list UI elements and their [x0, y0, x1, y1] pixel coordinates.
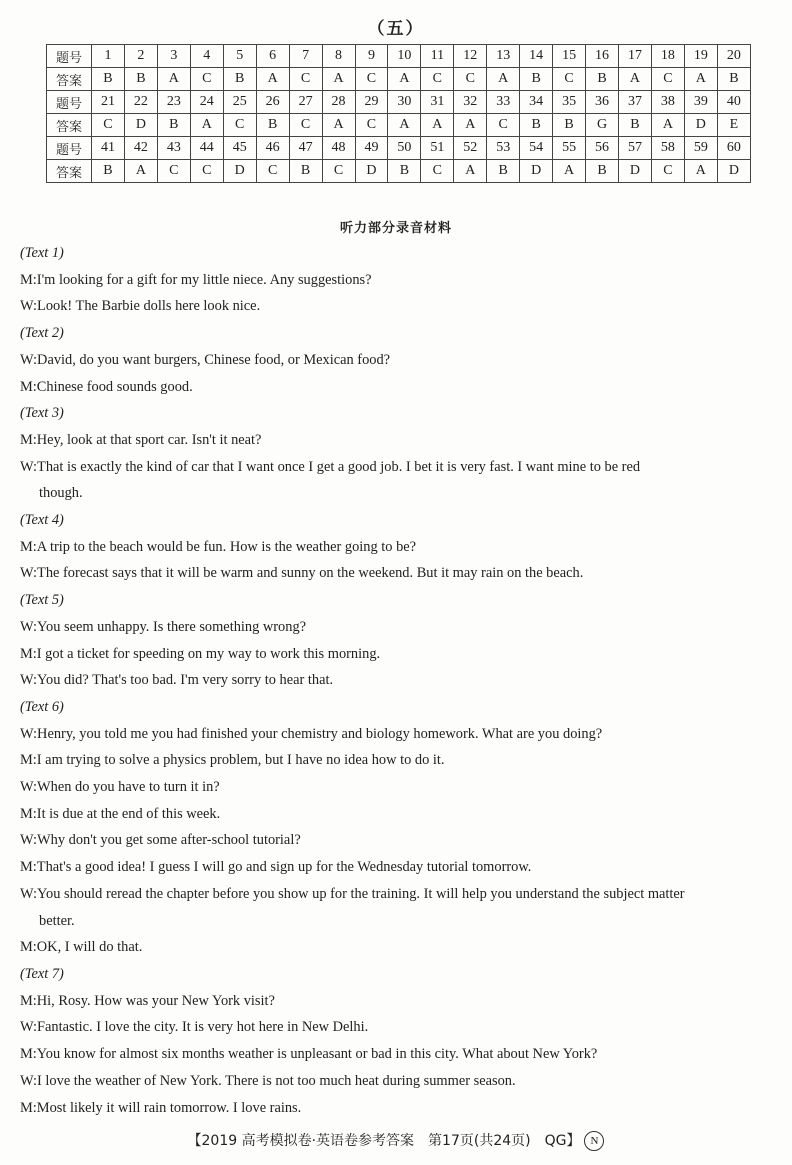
answer-cell: A [454, 160, 487, 183]
line-text: (Text 5) [20, 592, 64, 609]
answer-cell: B [586, 68, 619, 91]
question-number-cell: 37 [619, 91, 652, 114]
question-number-cell: 11 [421, 45, 454, 68]
answer-cell: A [322, 68, 355, 91]
line-text: W:Look! The Barbie dolls here look nice. [20, 298, 261, 315]
question-number-cell: 28 [322, 91, 355, 114]
question-number-cell: 5 [223, 45, 256, 68]
text-label [20, 400, 776, 427]
question-number-cell: 13 [487, 45, 520, 68]
answer-cell: A [684, 160, 717, 183]
question-number-cell: 14 [520, 45, 553, 68]
table-row [47, 137, 751, 160]
question-number-cell: 46 [256, 137, 289, 160]
line-text: W:David, do you want burgers, Chinese food, or Mexican food? [20, 351, 391, 368]
answer-cell: B [124, 68, 157, 91]
answer-cell: B [388, 160, 421, 183]
question-number-cell: 3 [157, 45, 190, 68]
dialogue-line [20, 427, 776, 454]
dialogue-line [20, 827, 776, 854]
row-header: 答案 [47, 68, 92, 91]
question-number-cell: 21 [92, 91, 125, 114]
question-number-cell: 34 [520, 91, 553, 114]
answer-cell: C [651, 160, 684, 183]
question-number-cell: 49 [355, 137, 388, 160]
answer-cell: B [586, 160, 619, 183]
answer-cell: C [289, 114, 322, 137]
answer-cell: B [520, 114, 553, 137]
answer-cell: C [289, 68, 322, 91]
line-text: W:When do you have to turn it in? [20, 779, 220, 796]
answer-cell: D [684, 114, 717, 137]
line-text: W:Why don't you get some after-school tutorial? [20, 832, 301, 849]
line-continuation: though. [39, 485, 83, 502]
row-header: 题号 [47, 91, 92, 114]
dialogue-line [20, 854, 776, 881]
question-number-cell: 59 [684, 137, 717, 160]
line-text: M:Chinese food sounds good. [20, 378, 193, 395]
question-number-cell: 45 [223, 137, 256, 160]
question-number-cell: 48 [322, 137, 355, 160]
answer-cell: A [157, 68, 190, 91]
question-number-cell: 29 [355, 91, 388, 114]
line-text: (Text 2) [20, 325, 64, 342]
answer-cell: A [487, 68, 520, 91]
table-row [47, 45, 751, 68]
question-number-cell: 2 [124, 45, 157, 68]
page-footer [0, 1130, 792, 1151]
answer-cell: B [520, 68, 553, 91]
answer-cell: B [92, 68, 125, 91]
line-text: M:You know for almost six months weather is unpleasant or bad in this city. What about New York? [20, 1046, 598, 1063]
answer-cell: B [487, 160, 520, 183]
question-number-cell: 18 [651, 45, 684, 68]
dialogue-line [20, 293, 776, 320]
line-text: (Text 3) [20, 405, 64, 422]
line-text: W:Fantastic. I love the city. It is very hot here in New Delhi. [20, 1019, 369, 1036]
dialogue-line [20, 881, 776, 934]
answer-cell: D [124, 114, 157, 137]
line-text: (Text 6) [20, 698, 64, 715]
footer-text: 【2019 高考模拟卷·英语卷参考答案 第17页(共24页) QG】 [187, 1133, 581, 1149]
text-label [20, 694, 776, 721]
question-number-cell: 16 [586, 45, 619, 68]
answer-cell: C [355, 68, 388, 91]
answer-cell: C [223, 114, 256, 137]
answer-cell: C [487, 114, 520, 137]
text-label [20, 961, 776, 988]
answer-cell: B [157, 114, 190, 137]
question-number-cell: 43 [157, 137, 190, 160]
answer-cell: A [124, 160, 157, 183]
line-text: M:OK, I will do that. [20, 939, 143, 956]
line-text: M:Most likely it will rain tomorrow. I love rains. [20, 1099, 302, 1116]
table-row [47, 114, 751, 137]
dialogue-line [20, 721, 776, 748]
line-text: W:You should reread the chapter before you show up for the training. It will help you understand the subject matter [20, 885, 685, 902]
line-text: W:That is exactly the kind of car that I want once I get a good job. I bet it is very fast. I want mine to be red [20, 458, 641, 475]
answer-cell: A [421, 114, 454, 137]
question-number-cell: 9 [355, 45, 388, 68]
answer-cell: C [355, 114, 388, 137]
answer-cell: A [684, 68, 717, 91]
text-label [20, 507, 776, 534]
answer-cell: B [223, 68, 256, 91]
question-number-cell: 12 [454, 45, 487, 68]
dialogue-line [20, 1095, 776, 1122]
dialogue-line [20, 1014, 776, 1041]
question-number-cell: 10 [388, 45, 421, 68]
line-text: M:Hi, Rosy. How was your New York visit? [20, 992, 275, 1009]
answer-cell: C [454, 68, 487, 91]
question-number-cell: 32 [454, 91, 487, 114]
question-number-cell: 58 [651, 137, 684, 160]
answer-cell: B [553, 114, 586, 137]
dialogue-line [20, 1068, 776, 1095]
row-header: 答案 [47, 114, 92, 137]
line-text: W:You seem unhappy. Is there something wrong? [20, 618, 307, 635]
question-number-cell: 60 [717, 137, 750, 160]
answer-cell: C [256, 160, 289, 183]
question-number-cell: 22 [124, 91, 157, 114]
question-number-cell: 27 [289, 91, 322, 114]
question-number-cell: 6 [256, 45, 289, 68]
line-text: M:It is due at the end of this week. [20, 805, 221, 822]
question-number-cell: 7 [289, 45, 322, 68]
line-text: M:A trip to the beach would be fun. How is the weather going to be? [20, 538, 417, 555]
line-text: M:I got a ticket for speeding on my way to work this morning. [20, 645, 381, 662]
line-continuation: better. [39, 912, 75, 929]
answer-cell: D [717, 160, 750, 183]
answer-cell: C [421, 160, 454, 183]
answer-cell: A [619, 68, 652, 91]
row-header: 题号 [47, 45, 92, 68]
line-text: M:I am trying to solve a physics problem, but I have no idea how to do it. [20, 752, 445, 769]
question-number-cell: 41 [92, 137, 125, 160]
question-number-cell: 47 [289, 137, 322, 160]
answer-cell: D [619, 160, 652, 183]
question-number-cell: 39 [684, 91, 717, 114]
question-number-cell: 40 [717, 91, 750, 114]
answer-cell: A [322, 114, 355, 137]
question-number-cell: 19 [684, 45, 717, 68]
answer-cell: C [190, 68, 223, 91]
dialogue-line [20, 267, 776, 294]
question-number-cell: 36 [586, 91, 619, 114]
question-number-cell: 38 [651, 91, 684, 114]
question-number-cell: 25 [223, 91, 256, 114]
dialogue-line [20, 774, 776, 801]
dialogue-line [20, 560, 776, 587]
question-number-cell: 24 [190, 91, 223, 114]
answer-cell: A [190, 114, 223, 137]
answer-cell: C [190, 160, 223, 183]
answer-cell: A [256, 68, 289, 91]
answer-cell: E [717, 114, 750, 137]
question-number-cell: 35 [553, 91, 586, 114]
question-number-cell: 1 [92, 45, 125, 68]
question-number-cell: 54 [520, 137, 553, 160]
row-header: 题号 [47, 137, 92, 160]
answer-cell: B [619, 114, 652, 137]
answer-cell: A [454, 114, 487, 137]
question-number-cell: 57 [619, 137, 652, 160]
answer-cell: B [289, 160, 322, 183]
answer-cell: A [388, 114, 421, 137]
dialogue-line [20, 347, 776, 374]
answer-cell: A [388, 68, 421, 91]
text-label [20, 587, 776, 614]
question-number-cell: 51 [421, 137, 454, 160]
line-text: M:Hey, look at that sport car. Isn't it neat? [20, 431, 262, 448]
question-number-cell: 31 [421, 91, 454, 114]
question-number-cell: 33 [487, 91, 520, 114]
table-row [47, 91, 751, 114]
answer-cell: D [520, 160, 553, 183]
question-number-cell: 4 [190, 45, 223, 68]
answer-cell: C [157, 160, 190, 183]
answer-cell: A [553, 160, 586, 183]
answer-cell: B [92, 160, 125, 183]
answer-table [46, 44, 751, 183]
dialogue-line [20, 934, 776, 961]
question-number-cell: 55 [553, 137, 586, 160]
dialogue-line [20, 534, 776, 561]
answer-cell: A [651, 114, 684, 137]
question-number-cell: 52 [454, 137, 487, 160]
region-badge: N [584, 1131, 604, 1151]
answer-cell: C [421, 68, 454, 91]
table-row [47, 68, 751, 91]
question-number-cell: 30 [388, 91, 421, 114]
table-row [47, 160, 751, 183]
dialogue-line [20, 747, 776, 774]
dialogue-line [20, 374, 776, 401]
dialogue-line [20, 988, 776, 1015]
line-text: M:That's a good idea! I guess I will go and sign up for the Wednesday tutorial tomorrow. [20, 859, 532, 876]
dialogue-line [20, 667, 776, 694]
text-label [20, 320, 776, 347]
dialogue-line [20, 614, 776, 641]
text-label [20, 240, 776, 267]
question-number-cell: 17 [619, 45, 652, 68]
section-title: （五） [367, 19, 425, 39]
line-text: (Text 7) [20, 965, 64, 982]
line-text: (Text 4) [20, 512, 64, 529]
dialogue-line [20, 801, 776, 828]
answer-cell: C [92, 114, 125, 137]
question-number-cell: 15 [553, 45, 586, 68]
dialogue-line [20, 641, 776, 668]
question-number-cell: 42 [124, 137, 157, 160]
line-text: W:Henry, you told me you had finished your chemistry and biology homework. What are you doing? [20, 725, 603, 742]
transcript-heading: 听力部分录音材料 [339, 221, 452, 236]
question-number-cell: 23 [157, 91, 190, 114]
line-text: (Text 1) [20, 245, 64, 261]
answer-cell: C [322, 160, 355, 183]
line-text: W:You did? That's too bad. I'm very sorry to hear that. [20, 672, 334, 689]
question-number-cell: 20 [717, 45, 750, 68]
dialogue-line [20, 1041, 776, 1068]
answer-cell: G [586, 114, 619, 137]
row-header: 答案 [47, 160, 92, 183]
line-text: M:I'm looking for a gift for my little niece. Any suggestions? [20, 271, 372, 288]
answer-cell: B [256, 114, 289, 137]
transcript [20, 240, 776, 1121]
answer-cell: C [553, 68, 586, 91]
question-number-cell: 26 [256, 91, 289, 114]
question-number-cell: 53 [487, 137, 520, 160]
line-text: W:The forecast says that it will be warm and sunny on the weekend. But it may rain on the beach. [20, 565, 584, 582]
answer-cell: D [223, 160, 256, 183]
dialogue-line [20, 454, 776, 507]
question-number-cell: 50 [388, 137, 421, 160]
question-number-cell: 44 [190, 137, 223, 160]
line-text: W:I love the weather of New York. There is not too much heat during summer season. [20, 1072, 516, 1089]
answer-cell: B [717, 68, 750, 91]
question-number-cell: 56 [586, 137, 619, 160]
answer-cell: C [651, 68, 684, 91]
answer-cell: D [355, 160, 388, 183]
question-number-cell: 8 [322, 45, 355, 68]
